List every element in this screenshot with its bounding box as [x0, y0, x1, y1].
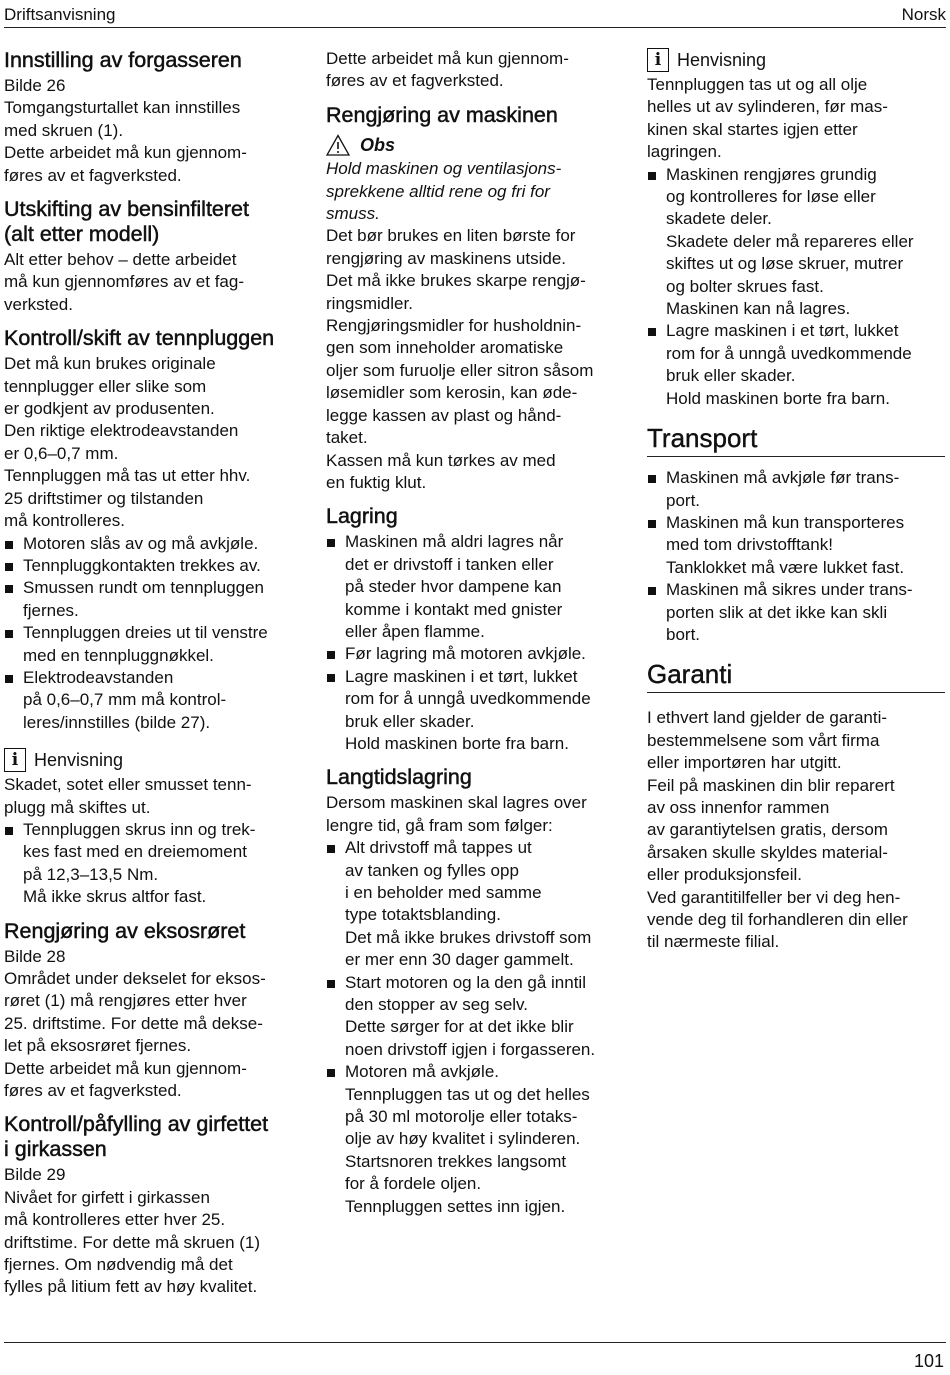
list-item: Motoren slås av og må avkjøle.: [4, 533, 304, 555]
list-item: Lagre maskinen i et tørt, lukket rom for å unngå uvedkommende bruk eller skader. Hold maskinen borte fra barn.: [326, 666, 626, 756]
paragraph: Det må kun brukes originale tennplugger eller slike som er godkjent av produsenten.: [4, 354, 216, 419]
info-box-icon: i: [647, 48, 669, 72]
paragraph: Nivået for girfett i girkassen må kontrolleres etter hver 25. driftstime. For dette må skruen (1) fjernes. Om nødvendig må det fylles på litium fett av høy kvalitet.: [4, 1187, 261, 1297]
bullet-list: [4, 533, 304, 735]
warning-label: Obs: [360, 134, 396, 155]
figure-ref: Bilde 28: [4, 946, 66, 966]
document-title: Driftsanvisning: [4, 5, 116, 24]
column-1: [4, 48, 304, 1299]
list-item: Maskinen må kun transporteres med tom drivstofftank! Tanklokket må være lukket fast.: [647, 512, 945, 579]
paragraph: Dette arbeidet må kun gjennom- føres av et fagverksted.: [326, 49, 569, 91]
warning-text: Hold maskinen og ventilasjons- sprekkene alltid rene og fri for smuss.: [326, 159, 562, 224]
list-item: Motoren må avkjøle. Tennpluggen tas ut og det helles på 30 ml motorolje eller totaks- olje av høy kvalitet i sylinderen. Startsnoren trekkes langsomt for å fordele oljen. Tennpluggen settes inn igjen.: [326, 1061, 626, 1218]
section-title: Lagring: [326, 504, 398, 529]
note-text: Tennpluggen tas ut og all olje helles ut av sylinderen, før mas- kinen skal startes igjen etter lagringen.: [647, 75, 888, 162]
paragraph: Alt etter behov – dette arbeidet må kun gjennomføres av et fag- verksted.: [4, 250, 245, 314]
list-item: Elektrodeavstanden på 0,6–0,7 mm må kontrol- leres/innstilles (bilde 27).: [4, 667, 304, 734]
list-item: Maskinen må sikres under trans- porten slik at det ikke kan skli bort.: [647, 579, 945, 646]
paragraph: Dette arbeidet må kun gjennom- føres av et fagverksted.: [4, 1058, 247, 1101]
page-number: 101: [913, 1351, 944, 1371]
section-title: Transport: [647, 422, 945, 457]
paragraph: Det bør brukes en liten børste for rengjøring av maskinens utside.: [326, 226, 576, 268]
list-item: Tennpluggen dreies ut til venstre med en tennpluggnøkkel.: [4, 622, 304, 667]
note-label: Henvisning: [677, 49, 767, 70]
paragraph: Dersom maskinen skal lagres over lengre tid, gå fram som følger:: [326, 793, 587, 835]
list-item: Maskinen må aldri lagres når det er drivstoff i tanken eller på steder hvor dampene kan komme i kontakt med gnister eller åpen flamme.: [326, 531, 626, 643]
bullet-list: [326, 837, 626, 1218]
section-title: Innstilling av forgasseren: [4, 48, 242, 72]
figure-ref: Bilde 29: [4, 1165, 66, 1185]
paragraph: Området under dekselet for eksos- røret (1) må rengjøres etter hver 25. driftstime. For dette må dekse- let på eksosrøret fjernes.: [4, 969, 266, 1056]
bullet-list: [326, 531, 626, 755]
paragraph: Den riktige elektrodeavstanden er 0,6–0,7 mm.: [4, 421, 239, 463]
paragraph: Kassen må kun tørkes av med en fuktig klut.: [326, 450, 556, 492]
list-item: Smussen rundt om tennpluggen fjernes.: [4, 577, 304, 622]
section-title: Kontroll/skift av tennpluggen: [4, 326, 275, 351]
warning-triangle-icon: [326, 134, 350, 156]
paragraph: Det må ikke brukes skarpe rengjø- ringsmidler.: [326, 271, 586, 313]
list-item: Tennpluggen skrus inn og trek- kes fast med en dreiemoment på 12,3–13,5 Nm. Må ikke skrus altfor fast.: [4, 819, 304, 909]
section-title: Garanti: [647, 658, 945, 693]
column-3: [647, 48, 945, 954]
list-item: Alt drivstoff må tappes ut av tanken og fylles opp i en beholder med samme type totaktsblanding. Det må ikke brukes drivstoff som er mer enn 30 dager gammelt.: [326, 837, 626, 971]
section-title: Utskifting av bensinfilteret (alt etter modell): [4, 197, 249, 247]
section-title: Rengjøring av maskinen: [326, 102, 558, 127]
paragraph: Feil på maskinen din blir reparert av oss innenfor rammen av garantiytelsen gratis, dersom årsaken skulle skyldes material- eller produksjonsfeil.: [647, 775, 895, 885]
section-title: Langtidslagring: [326, 765, 472, 790]
list-item: Start motoren og la den gå inntil den stopper av seg selv. Dette sørger for at det ikke blir noen drivstoff igjen i forgasseren.: [326, 972, 626, 1062]
note-heading: [647, 48, 945, 72]
column-2: [326, 48, 626, 1218]
paragraph: Rengjøringsmidler for husholdnin- gen som inneholder aromatiske oljer som furuolje eller sitron såsom løsemidler som kerosin, kan øde- legge kassen av plast og hånd- taket.: [326, 316, 594, 448]
paragraph: Tomgangsturtallet kan innstilles med skruen (1).: [4, 98, 241, 140]
page-header: [4, 3, 946, 28]
list-item: Maskinen rengjøres grundig og kontrolleres for løse eller skadete deler. Skadete deler må repareres eller skiftes ut og løse skruer, mutrer og bolter skrues fast. Maskinen kan nå lagres.: [647, 164, 945, 321]
note-heading: [4, 748, 304, 772]
paragraph: Ved garantitilfeller ber vi deg hen- vende deg til forhandleren din eller til nærmeste filial.: [647, 887, 908, 952]
section-title: Rengjøring av eksosrøret: [4, 918, 246, 943]
paragraph: I ethvert land gjelder de garanti- bestemmelsene som vårt firma eller importøren har utgitt.: [647, 708, 888, 773]
warning-heading: [326, 134, 626, 156]
page-footer: [4, 1342, 946, 1371]
list-item: Før lagring må motoren avkjøle.: [326, 643, 626, 665]
note-text: Skadet, sotet eller smusset tenn- plugg må skiftes ut.: [4, 775, 252, 817]
bullet-list: [4, 819, 304, 909]
list-item: Tennpluggkontakten trekkes av.: [4, 555, 304, 577]
bullet-list: [647, 164, 945, 410]
paragraph: Tennpluggen må tas ut etter hhv. 25 driftstimer og tilstanden må kontrolleres.: [4, 466, 251, 531]
section-title: Kontroll/påfylling av girfettet i girkassen: [4, 1112, 269, 1162]
list-item: Lagre maskinen i et tørt, lukket rom for å unngå uvedkommende bruk eller skader. Hold maskinen borte fra barn.: [647, 320, 945, 410]
note-label: Henvisning: [34, 749, 124, 770]
bullet-list: [647, 467, 945, 646]
list-item: Maskinen må avkjøle før trans- port.: [647, 467, 945, 512]
paragraph: Dette arbeidet må kun gjennom- føres av et fagverksted.: [4, 143, 247, 185]
info-box-icon: i: [4, 748, 26, 772]
language-label: Norsk: [901, 5, 946, 24]
figure-ref: Bilde 26: [4, 76, 66, 95]
